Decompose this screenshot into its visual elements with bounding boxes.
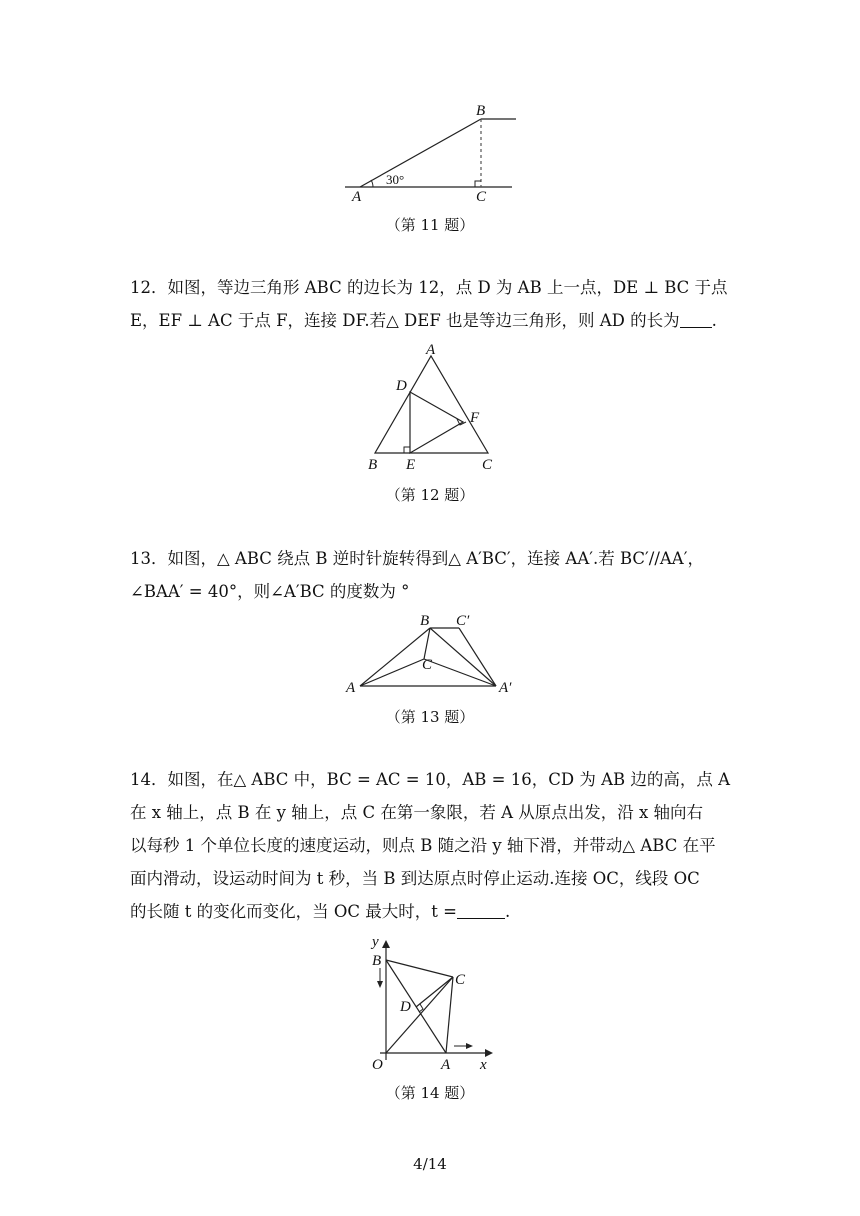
q12-line-2-text: E，EF ⊥ AC 于点 F，连接 DF.若△ DEF 也是等边三角形，则 AD 的长为	[130, 311, 680, 330]
segment-ab	[360, 119, 481, 187]
q14-line-5-text: 的长随 t 的变化而变化，当 OC 最大时，t =	[130, 902, 457, 921]
caption-q12: （第 12 题）	[385, 486, 475, 504]
label-a-prime: A′	[499, 680, 512, 696]
label-b: B	[368, 457, 378, 473]
q12-line-2-end: .	[711, 311, 717, 330]
segment-ca2	[424, 659, 496, 686]
segment-ac	[360, 659, 424, 686]
x-axis-arrow	[485, 1049, 493, 1057]
label-c: C	[482, 457, 493, 473]
figure-q14	[360, 932, 510, 1077]
label-b: B	[476, 103, 486, 119]
q13-line-1: 13．如图，△ ABC 绕点 B 逆时针旋转得到△ A′BC′，连接 AA′.若 BC′//AA′，	[130, 549, 704, 568]
label-o: O	[372, 1057, 383, 1073]
caption-q14: （第 14 题）	[385, 1084, 475, 1102]
caption-q13: （第 13 题）	[385, 708, 475, 726]
caption-q11: （第 11 题）	[385, 216, 475, 234]
segment-ab	[360, 628, 430, 686]
arrow-b-down-head	[377, 981, 383, 988]
q14-line-1: 14．如图，在△ ABC 中，BC = AC = 10，AB = 16，CD 为 AB 边的高，点 A	[130, 770, 731, 789]
label-a: A	[426, 342, 436, 358]
label-c: C	[476, 189, 487, 205]
q13-line-2: ∠BAA′ = 40°，则∠A′BC 的度数为 °	[130, 582, 410, 601]
label-a: A	[346, 680, 356, 696]
q14-line-5-end: .	[504, 902, 511, 921]
angle-arc	[371, 180, 373, 187]
q12-line-2	[130, 305, 730, 336]
label-c: C	[455, 972, 466, 988]
answer-blank-q14[interactable]	[457, 900, 505, 919]
label-c: C	[422, 657, 433, 673]
segment-ba2	[430, 628, 496, 686]
label-y: y	[372, 934, 379, 950]
segment-c2a2	[459, 628, 496, 686]
label-a: A	[441, 1057, 451, 1073]
answer-blank-q12[interactable]	[680, 309, 712, 328]
y-axis-arrow	[382, 940, 390, 948]
label-c-prime: C′	[456, 613, 470, 629]
segment-oc	[386, 977, 453, 1053]
arrow-a-right-head	[466, 1043, 473, 1049]
figure-q12	[360, 340, 510, 475]
figure-q11	[340, 100, 530, 205]
label-x: x	[480, 1057, 487, 1073]
label-d: D	[400, 999, 411, 1015]
page-number: 4/14	[413, 1155, 447, 1173]
right-angle-d	[419, 1004, 423, 1012]
right-angle-e	[404, 447, 410, 453]
label-d: D	[396, 378, 407, 394]
angle-label: 30°	[386, 172, 405, 187]
label-f: F	[470, 410, 480, 426]
q12-line-1: 12．如图，等边三角形 ABC 的边长为 12，点 D 为 AB 上一点，DE ⊥ BC 于点	[130, 278, 728, 297]
q14-line-5	[130, 896, 730, 927]
right-angle-mark	[475, 181, 481, 187]
label-b: B	[420, 613, 430, 629]
segment-cd	[416, 977, 453, 1007]
q14-line-2: 在 x 轴上，点 B 在 y 轴上，点 C 在第一象限，若 A 从原点出发，沿 x 轴向右	[130, 803, 704, 822]
label-a: A	[352, 189, 362, 205]
label-e: E	[406, 457, 416, 473]
q14-line-4: 面内滑动，设运动时间为 t 秒，当 B 到达原点时停止运动.连接 OC，线段 OC	[130, 869, 700, 888]
segment-ca	[446, 977, 453, 1053]
segment-bc	[386, 960, 453, 977]
triangle-def	[410, 392, 463, 453]
label-b: B	[372, 953, 382, 969]
q14-line-3: 以每秒 1 个单位长度的速度运动，则点 B 随之沿 y 轴下滑，并带动△ ABC 在平	[130, 836, 716, 855]
figure-q13	[340, 608, 530, 700]
